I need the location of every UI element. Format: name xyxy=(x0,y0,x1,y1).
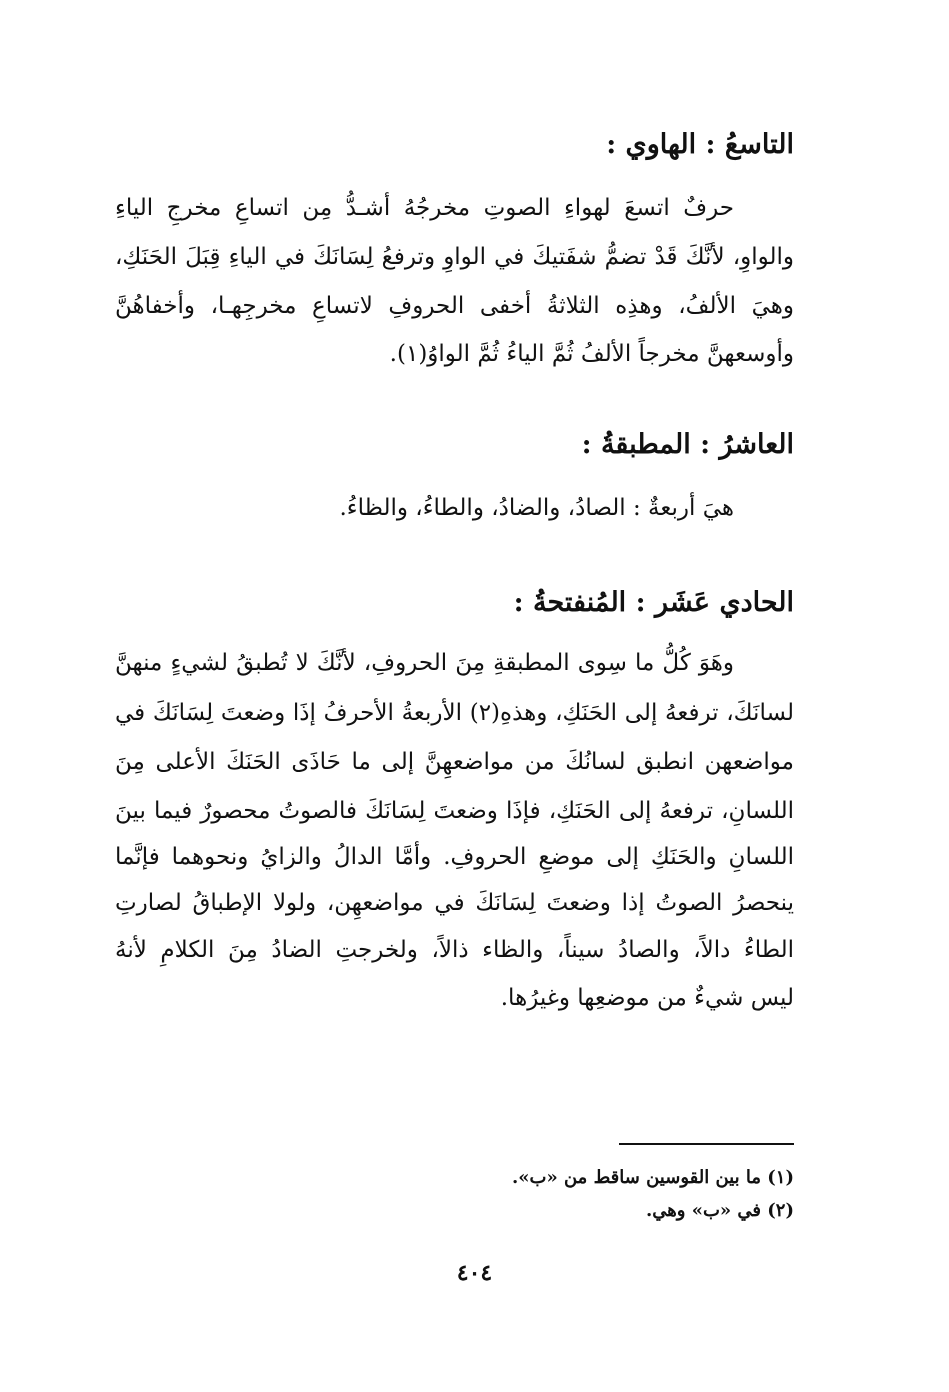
footnote-separator xyxy=(619,1143,794,1145)
paragraph-line: مواضعهن انطبق لسانُكَ من مواضعهِنَّ إلى ما حَاذَى الحَنَكَ الأعلى مِنَ xyxy=(115,749,794,775)
paragraph-line: اللسانِ والحَنَكِ إلى موضعِ الحروفِ. وأمَّا الدالُ والزايُ ونحوهما فإنَّما xyxy=(115,844,794,870)
paragraph-line: وهيَ الألفُ، وهذِه الثلاثةُ أخفى الحروفِ لاتساعِ مخرجِهـا، وأخفاهُنَّ xyxy=(115,293,794,319)
paragraph-line: ينحصرُ الصوتُ إذا وضعتَ لِسَانَكَ في مواضعهِن، ولولا الإطباقُ لصارتِ xyxy=(115,890,794,916)
paragraph-line: لسانَكَ، ترفعهُ إلى الحَنَكِ، وهذهِ(٢) الأربعةُ الأحرفُ إذَا وضعتَ لِسَانَكَ في xyxy=(115,700,794,726)
paragraph-line: اللسانِ، ترفعهُ إلى الحَنَكِ، فإذَا وضعتَ لِسَانَكَ فالصوتُ محصورٌ فيما بينَ xyxy=(115,798,794,824)
paragraph-line: ليس شيءٌ من موضعِها وغيرُها. xyxy=(500,985,794,1011)
footnote-2: (٢) في «ب» وهي. xyxy=(645,1200,794,1221)
section-heading-eleventh: الحادي عَشَر : المُنفتحةُ : xyxy=(513,587,794,618)
paragraph-line: وهَوَ كُلُّ ما سِوى المطبقةِ مِنَ الحروفِ، لأنَّكَ لا تُطبقُ لشيءٍ منهنَّ xyxy=(115,650,734,676)
section-heading-ninth: التاسعُ : الهاوي : xyxy=(606,129,794,160)
page-number: ٤٠٤ xyxy=(456,1260,493,1286)
footnote-1: (١) ما بين القوسين ساقط من «ب». xyxy=(511,1167,794,1188)
paragraph-line: وأوسعهنَّ مخرجاً الألفُ ثُمَّ الياءُ ثُمَّ الواوُ(١). xyxy=(389,341,794,367)
paragraph-line: الطاءُ دالاً، والصادُ سيناً، والظاء ذالاً، ولخرجتِ الضادُ مِنَ الكلامِ لأنهُ xyxy=(115,937,794,963)
paragraph-line: حرفٌ اتسعَ لهواءِ الصوتِ مخرجُهُ أشـدُّ مِن اتساعِ مخرجِ الياءِ xyxy=(115,195,734,221)
paragraph-line: هيَ أربعةٌ : الصادُ، والضادُ، والطاءُ، والظاءُ. xyxy=(339,495,734,521)
paragraph-line: والواوِ، لأنَّكَ قَدْ تضمُّ شفَتيكَ في الواوِ وترفعُ لِسَانَكَ في الياءِ قِبَلَ الحَنَكِ، xyxy=(115,244,794,270)
section-heading-tenth: العاشرُ : المطبقةُ : xyxy=(581,429,794,460)
